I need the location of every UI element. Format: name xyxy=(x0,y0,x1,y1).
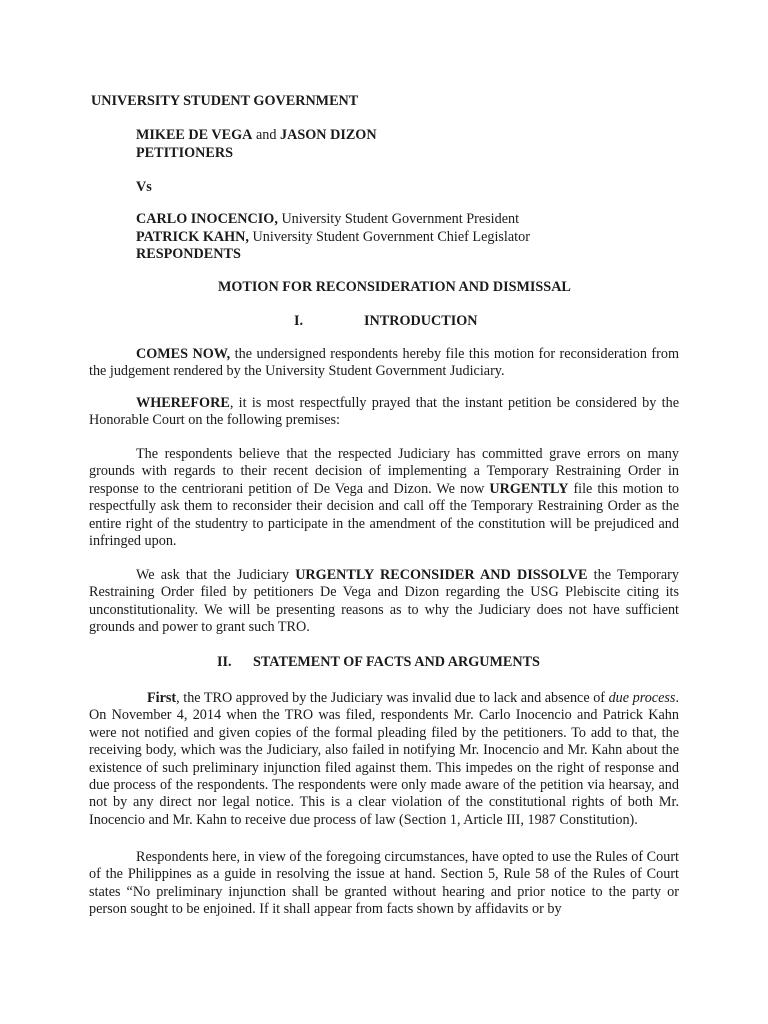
respondent-2-title: University Student Government Chief Legislator xyxy=(248,229,530,245)
respondent-1-name: CARLO INOCENCIO, xyxy=(136,211,278,227)
wherefore-text: , it is most respectfully prayed that the instant petition be considered by the Honorable Court on the following premises: xyxy=(89,395,679,429)
section-1-title: INTRODUCTION xyxy=(364,313,478,329)
organization-heading: UNIVERSITY STUDENT GOVERNMENT xyxy=(91,93,359,109)
section-2-title: STATEMENT OF FACTS AND ARGUMENTS xyxy=(253,654,540,670)
paragraph-first-argument xyxy=(89,690,679,829)
petitioners-names xyxy=(136,127,377,144)
first-text-b: . On November 4, 2014 when the TRO was filed, respondents Mr. Carlo Inocencio and Patrick Kahn were not notified and given copies of the formal pleading filed by the petitioners. To add to that, the receiving body, which was the Judiciary, also failed in notifying Mr. Inocencio and Mr. Kahn about the existence of such preliminary injunction filed against them. This impedes on the right of response and due process of the respondents. The respondents were only made aware of the petition via hearsay, and not by any direct nor legal notice. This is a clear violation of the constitutional rights of both Mr. Inocencio and Mr. Kahn to receive due process of law (Section 1, Article III, 1987 Constitution). xyxy=(89,690,679,828)
section-2-number: II. xyxy=(217,654,232,670)
section-1-heading xyxy=(294,313,478,330)
believe-text-a: The respondents believe that the respected Judiciary has committed grave errors on many grounds with regards to their recent decision of implementing a Temporary Restraining Order in response to the centriorani petition of De Vega and Dizon. We now xyxy=(89,446,679,497)
due-process-italic: due process xyxy=(608,690,676,706)
believe-urgently: URGENTLY xyxy=(489,480,569,497)
conjunction: and xyxy=(252,127,281,143)
paragraph-we-ask xyxy=(89,567,679,637)
first-lead: First xyxy=(147,690,177,706)
paragraph-wherefore xyxy=(89,395,679,430)
respondent-1-title: University Student Government President xyxy=(277,211,520,227)
paragraph-respondents-believe xyxy=(89,446,679,550)
petitioners-label: PETITIONERS xyxy=(136,145,233,161)
respondents-label: RESPONDENTS xyxy=(136,246,241,262)
paragraph-rules-of-court xyxy=(89,849,679,919)
ask-text-b: the Temporary Restraining Order filed by petitioners De Vega and Dizon regarding the USG Plebiscite citing its unconstitutionality. We will be presenting reasons as to why the Judiciary does not have sufficient grounds and power to grant such TRO. xyxy=(89,567,679,636)
comes-now-text: the undersigned respondents hereby file this motion for reconsideration from the judgement rendered by the University Student Government Judiciary. xyxy=(89,346,679,380)
respondent-1 xyxy=(136,211,519,228)
petitioner-1: MIKEE DE VEGA xyxy=(136,127,253,143)
versus-label: Vs xyxy=(136,179,152,195)
section-2-heading xyxy=(217,654,540,671)
comes-now-lead: COMES NOW, xyxy=(136,346,231,362)
section-1-number: I. xyxy=(294,313,304,329)
first-text-a: , the TRO approved by the Judiciary was invalid due to lack and absence of xyxy=(176,690,609,706)
ask-urgently-reconsider: URGENTLY RECONSIDER AND DISSOLVE xyxy=(295,567,588,583)
rules-text: Respondents here, in view of the foregoing circumstances, have opted to use the Rules of Court of the Philippines as a guide in resolving the issue at hand. Section 5, Rule 58 of the Rules of Court states “No preliminary injunction shall be granted without hearing and prior notice to the party or person sought to be enjoined. If it shall appear from facts shown by affidavits or by xyxy=(89,849,679,918)
ask-text-a: We ask that the Judiciary xyxy=(136,567,296,583)
petitioner-2: JASON DIZON xyxy=(280,127,377,143)
respondent-2 xyxy=(136,229,530,246)
paragraph-comes-now xyxy=(89,346,679,381)
believe-text-b: file this motion to respectfully ask them to reconsider their decision and call off the Temporary Restraining Order as the entire right of the studentry to participate in the amendment of the constitution will be prejudiced and infringed upon. xyxy=(89,480,679,550)
respondent-2-name: PATRICK KAHN, xyxy=(136,229,249,245)
wherefore-lead: WHEREFORE xyxy=(136,395,230,411)
motion-title: MOTION FOR RECONSIDERATION AND DISMISSAL xyxy=(218,279,571,295)
